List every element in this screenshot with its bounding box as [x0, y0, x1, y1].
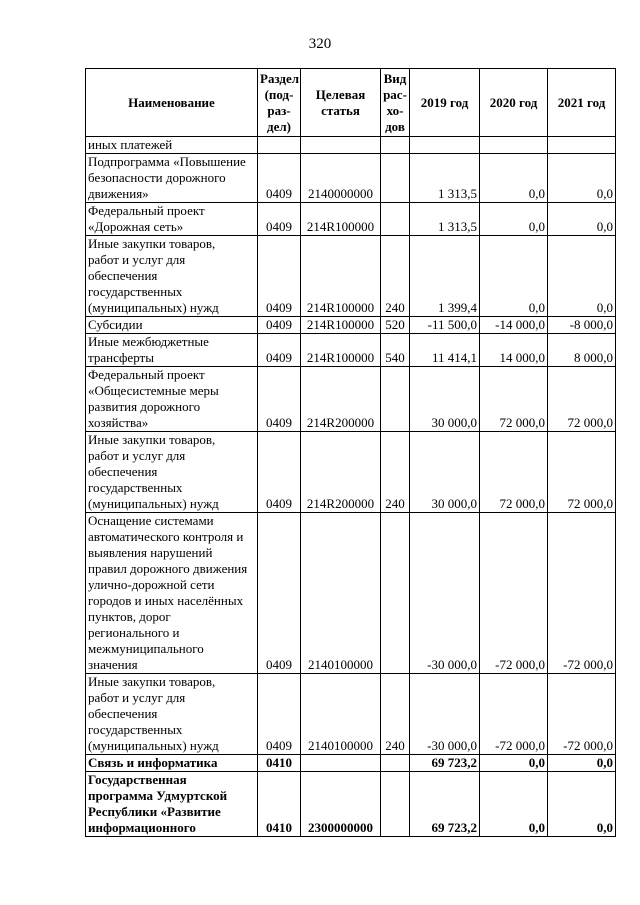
cell-article: 214R100000	[301, 317, 381, 334]
cell-section	[258, 137, 301, 154]
cell-2019: 69 723,2	[410, 772, 480, 837]
table-row	[86, 755, 616, 772]
cell-expense-type	[381, 154, 410, 203]
cell-expense-type	[381, 755, 410, 772]
cell-2020: 0,0	[480, 203, 548, 236]
cell-name: Иные закупки товаров, работ и услуг для обеспечения государственных (муниципальных) нужд	[86, 432, 258, 513]
cell-2021: 0,0	[548, 236, 616, 317]
cell-2021: -8 000,0	[548, 317, 616, 334]
cell-2021: 0,0	[548, 755, 616, 772]
cell-article: 214R200000	[301, 432, 381, 513]
header-expense-type: Вид рас- хо- дов	[381, 69, 410, 137]
cell-name: Подпрограмма «Повышение безопасности дорожного движения»	[86, 154, 258, 203]
table-row	[86, 367, 616, 432]
cell-article: 2140100000	[301, 513, 381, 674]
cell-2019	[410, 137, 480, 154]
table-body	[86, 137, 616, 837]
table-row	[86, 334, 616, 367]
cell-section: 0409	[258, 513, 301, 674]
cell-name: Связь и информатика	[86, 755, 258, 772]
cell-2019: 30 000,0	[410, 432, 480, 513]
header-2021: 2021 год	[548, 69, 616, 137]
cell-expense-type	[381, 772, 410, 837]
cell-name: Субсидии	[86, 317, 258, 334]
header-2020: 2020 год	[480, 69, 548, 137]
cell-expense-type	[381, 137, 410, 154]
cell-2021: 0,0	[548, 154, 616, 203]
cell-expense-type: 240	[381, 432, 410, 513]
cell-2021: 72 000,0	[548, 367, 616, 432]
cell-section: 0410	[258, 755, 301, 772]
cell-expense-type: 540	[381, 334, 410, 367]
cell-section: 0409	[258, 334, 301, 367]
budget-table	[85, 68, 616, 837]
cell-2020: 72 000,0	[480, 432, 548, 513]
table-row	[86, 203, 616, 236]
cell-article: 214R100000	[301, 236, 381, 317]
cell-2019: -30 000,0	[410, 674, 480, 755]
cell-expense-type: 240	[381, 236, 410, 317]
cell-2021: 72 000,0	[548, 432, 616, 513]
header-name: Наименование	[86, 69, 258, 137]
cell-2019: 1 313,5	[410, 203, 480, 236]
cell-article: 2300000000	[301, 772, 381, 837]
cell-expense-type	[381, 203, 410, 236]
cell-2020: 14 000,0	[480, 334, 548, 367]
cell-2020: 0,0	[480, 154, 548, 203]
cell-2021: -72 000,0	[548, 674, 616, 755]
cell-2019: 69 723,2	[410, 755, 480, 772]
header-section: Раздел (под- раз- дел)	[258, 69, 301, 137]
table-header-row	[86, 69, 616, 137]
cell-section: 0409	[258, 674, 301, 755]
cell-article	[301, 137, 381, 154]
header-2019: 2019 год	[410, 69, 480, 137]
cell-2020: 0,0	[480, 755, 548, 772]
cell-2021: 8 000,0	[548, 334, 616, 367]
cell-article: 2140100000	[301, 674, 381, 755]
table-row	[86, 236, 616, 317]
cell-article: 2140000000	[301, 154, 381, 203]
cell-2019: 1 399,4	[410, 236, 480, 317]
cell-name: Иные закупки товаров, работ и услуг для обеспечения государственных (муниципальных) нужд	[86, 674, 258, 755]
cell-2019: 1 313,5	[410, 154, 480, 203]
cell-name: Иные закупки товаров, работ и услуг для обеспечения государственных (муниципальных) нужд	[86, 236, 258, 317]
cell-2021: -72 000,0	[548, 513, 616, 674]
cell-section: 0409	[258, 317, 301, 334]
cell-2020: -72 000,0	[480, 513, 548, 674]
cell-name: иных платежей	[86, 137, 258, 154]
cell-expense-type	[381, 513, 410, 674]
table-row	[86, 317, 616, 334]
cell-2021: 0,0	[548, 203, 616, 236]
cell-name: Оснащение системами автоматического контроля и выявления нарушений правил дорожного движения улично-дорожной сети городов и иных населённых пунктов, дорог регионального и межмуниципального значения	[86, 513, 258, 674]
cell-2020: 72 000,0	[480, 367, 548, 432]
cell-2020: -14 000,0	[480, 317, 548, 334]
cell-section: 0409	[258, 154, 301, 203]
cell-2021: 0,0	[548, 772, 616, 837]
cell-name: Иные межбюджетные трансферты	[86, 334, 258, 367]
table-row	[86, 772, 616, 837]
cell-article	[301, 755, 381, 772]
table-row	[86, 137, 616, 154]
table-row	[86, 432, 616, 513]
cell-article: 214R200000	[301, 367, 381, 432]
cell-2019: -11 500,0	[410, 317, 480, 334]
cell-section: 0409	[258, 236, 301, 317]
cell-2020	[480, 137, 548, 154]
cell-name: Федеральный проект «Общесистемные меры развития дорожного хозяйства»	[86, 367, 258, 432]
cell-article: 214R100000	[301, 334, 381, 367]
cell-2019: 30 000,0	[410, 367, 480, 432]
header-article: Целевая статья	[301, 69, 381, 137]
cell-expense-type: 520	[381, 317, 410, 334]
cell-expense-type: 240	[381, 674, 410, 755]
cell-2020: 0,0	[480, 236, 548, 317]
table-row	[86, 154, 616, 203]
cell-section: 0409	[258, 432, 301, 513]
cell-expense-type	[381, 367, 410, 432]
cell-2020: 0,0	[480, 772, 548, 837]
page-number: 320	[308, 36, 332, 52]
table-row	[86, 674, 616, 755]
cell-article: 214R100000	[301, 203, 381, 236]
cell-section: 0409	[258, 367, 301, 432]
cell-2019: 11 414,1	[410, 334, 480, 367]
cell-section: 0410	[258, 772, 301, 837]
cell-2020: -72 000,0	[480, 674, 548, 755]
cell-name: Федеральный проект «Дорожная сеть»	[86, 203, 258, 236]
cell-section: 0409	[258, 203, 301, 236]
cell-name: Государственная программа Удмуртской Республики «Развитие информационного	[86, 772, 258, 837]
table-row	[86, 513, 616, 674]
cell-2021	[548, 137, 616, 154]
cell-2019: -30 000,0	[410, 513, 480, 674]
